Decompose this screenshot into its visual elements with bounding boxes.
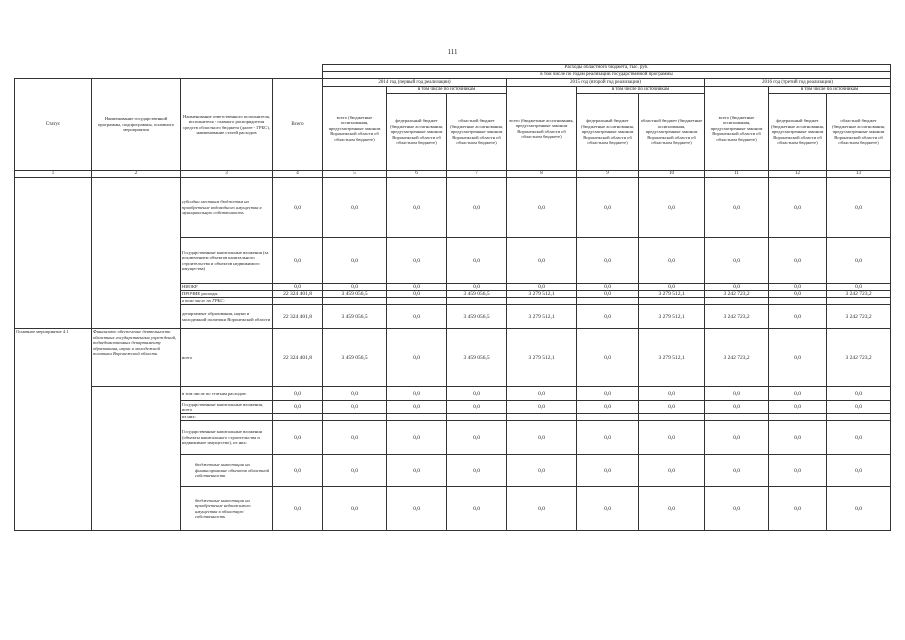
value-cell: 0,0 bbox=[323, 284, 387, 291]
value-cell: 0,0 bbox=[577, 487, 639, 531]
header-year-2015: 2015 год (второй год реализации) bbox=[507, 79, 705, 87]
value-cell: 3 279 512,1 bbox=[639, 291, 705, 298]
table-row bbox=[15, 178, 891, 238]
value-cell: 0,0 bbox=[447, 455, 507, 487]
value-cell: 3 279 512,1 bbox=[639, 329, 705, 387]
col-num: 10 bbox=[639, 171, 705, 178]
page-number: 111 bbox=[447, 48, 458, 56]
col-num: 13 bbox=[827, 171, 891, 178]
table-header bbox=[15, 65, 891, 178]
col-num: 7 bbox=[447, 171, 507, 178]
col-num: 3 bbox=[181, 171, 273, 178]
table-body-upper bbox=[15, 178, 891, 329]
value-cell bbox=[323, 414, 387, 421]
value-cell bbox=[639, 298, 705, 305]
header-total: Всего bbox=[273, 79, 323, 171]
value-cell: 0,0 bbox=[273, 487, 323, 531]
name-cell-empty bbox=[92, 178, 181, 329]
header-sources-2015: в том числе по источникам bbox=[577, 87, 705, 94]
value-cell: 0,0 bbox=[639, 421, 705, 455]
value-cell bbox=[273, 414, 323, 421]
header-year-2016: 2016 год (третий год реализации) bbox=[705, 79, 891, 87]
value-cell: 0,0 bbox=[447, 421, 507, 455]
value-cell: 0,0 bbox=[323, 238, 387, 284]
value-cell bbox=[639, 414, 705, 421]
value-cell: 0,0 bbox=[705, 487, 769, 531]
value-cell: 0,0 bbox=[577, 305, 639, 329]
value-cell bbox=[577, 414, 639, 421]
value-cell: 3 242 723,2 bbox=[827, 329, 891, 387]
value-cell: 0,0 bbox=[769, 401, 827, 414]
value-cell bbox=[447, 414, 507, 421]
value-cell: 0,0 bbox=[577, 421, 639, 455]
value-cell bbox=[827, 414, 891, 421]
col-num: 1 bbox=[15, 171, 92, 178]
table-body-main-event bbox=[15, 329, 891, 531]
value-cell: 0,0 bbox=[387, 387, 447, 401]
value-cell: 0,0 bbox=[447, 401, 507, 414]
main-event-name: Финансовое обеспечение деятельности областных государственных учреждений, подведомственных департаменту образования, науки и молодежной политики Воронежской области bbox=[92, 329, 181, 387]
value-cell: 3 459 056,5 bbox=[323, 305, 387, 329]
value-cell bbox=[387, 414, 447, 421]
header-sources-2014: в том числе по источникам bbox=[387, 87, 507, 94]
value-cell: 22 324 401,8 bbox=[273, 329, 323, 387]
value-cell bbox=[273, 298, 323, 305]
header-fed-2014: федеральный бюджет (бюджетные ассигнования, предусмотренные законом Воронежской области об областном бюджете) bbox=[387, 94, 447, 171]
value-cell: 3 242 723,2 bbox=[705, 329, 769, 387]
value-cell: 0,0 bbox=[387, 329, 447, 387]
value-cell: 0,0 bbox=[639, 387, 705, 401]
value-cell: 0,0 bbox=[827, 178, 891, 238]
col-num: 8 bbox=[507, 171, 577, 178]
value-cell: 3 242 723,2 bbox=[705, 305, 769, 329]
row-label: всего bbox=[181, 329, 273, 387]
row-label: бюджетные инвестиции на финансирование объектов областной собственности bbox=[181, 455, 273, 487]
value-cell: 0,0 bbox=[323, 487, 387, 531]
row-label: в том числе по ГРБС: bbox=[181, 298, 273, 305]
value-cell: 0,0 bbox=[447, 178, 507, 238]
header-reg-2016: областной бюджет (бюджетные ассигнования, предусмотренные законом Воронежской области об областном бюджете) bbox=[827, 94, 891, 171]
row-label: Государственные капитальные вложения (объекты капитального строительства и недвижимое имущество), из них: bbox=[181, 421, 273, 455]
value-cell: 0,0 bbox=[705, 238, 769, 284]
value-cell: 0,0 bbox=[827, 238, 891, 284]
value-cell: 0,0 bbox=[507, 487, 577, 531]
header-by-years: в том числе по годам реализации государственной программы bbox=[323, 72, 891, 79]
value-cell: 0,0 bbox=[387, 291, 447, 298]
value-cell: 3 279 512,1 bbox=[507, 291, 577, 298]
value-cell: 0,0 bbox=[577, 238, 639, 284]
value-cell: 0,0 bbox=[705, 178, 769, 238]
value-cell: 0,0 bbox=[639, 238, 705, 284]
value-cell: 0,0 bbox=[387, 284, 447, 291]
value-cell: 0,0 bbox=[323, 421, 387, 455]
value-cell: 0,0 bbox=[507, 238, 577, 284]
value-cell: 0,0 bbox=[273, 178, 323, 238]
value-cell: 0,0 bbox=[577, 401, 639, 414]
row-label: бюджетные инвестиции на приобретение недвижимого имущества в областную собственность bbox=[181, 487, 273, 531]
value-cell bbox=[323, 298, 387, 305]
value-cell: 0,0 bbox=[387, 305, 447, 329]
value-cell bbox=[507, 414, 577, 421]
header-executor: Наименование ответственного исполнителя, исполнителя - главного распорядителя средств областного бюджета (далее - ГРБС), наименование статей расходов bbox=[181, 79, 273, 171]
value-cell: 0,0 bbox=[769, 455, 827, 487]
header-year-2014: 2014 год (первый год реализации) bbox=[323, 79, 507, 87]
value-cell: 0,0 bbox=[447, 238, 507, 284]
value-cell: 0,0 bbox=[387, 238, 447, 284]
value-cell: 3 279 512,1 bbox=[639, 305, 705, 329]
value-cell: 0,0 bbox=[769, 178, 827, 238]
col-num: 6 bbox=[387, 171, 447, 178]
value-cell bbox=[705, 298, 769, 305]
value-cell: 0,0 bbox=[827, 455, 891, 487]
value-cell: 0,0 bbox=[507, 387, 577, 401]
header-all-2015: всего (бюджетные ассигнования, предусмотренные законом Воронежской области об областном бюджете) bbox=[507, 87, 577, 171]
value-cell: 0,0 bbox=[827, 487, 891, 531]
value-cell: 0,0 bbox=[323, 178, 387, 238]
value-cell: 0,0 bbox=[447, 284, 507, 291]
value-cell bbox=[387, 298, 447, 305]
value-cell: 0,0 bbox=[769, 305, 827, 329]
value-cell: 0,0 bbox=[577, 284, 639, 291]
value-cell: 0,0 bbox=[577, 387, 639, 401]
value-cell: 0,0 bbox=[705, 387, 769, 401]
value-cell: 0,0 bbox=[273, 284, 323, 291]
main-event-name-cont bbox=[92, 387, 181, 531]
col-num: 5 bbox=[323, 171, 387, 178]
value-cell: 0,0 bbox=[705, 455, 769, 487]
value-cell: 3 242 723,2 bbox=[705, 291, 769, 298]
value-cell: 0,0 bbox=[827, 421, 891, 455]
header-all-2014: всего (бюджетные ассигнования, предусмотренные законом Воронежской области об областном бюджете) bbox=[323, 87, 387, 171]
value-cell: 22 324 401,8 bbox=[273, 305, 323, 329]
value-cell: 0,0 bbox=[827, 387, 891, 401]
row-label: Государственные капитальные вложения (за исключением объектов капитального строительства и объектов недвижимого имущества) bbox=[181, 238, 273, 284]
value-cell: 0,0 bbox=[769, 238, 827, 284]
value-cell: 0,0 bbox=[447, 487, 507, 531]
value-cell: 0,0 bbox=[705, 401, 769, 414]
value-cell bbox=[577, 298, 639, 305]
value-cell: 0,0 bbox=[769, 284, 827, 291]
value-cell: 3 242 723,2 bbox=[827, 305, 891, 329]
value-cell bbox=[705, 414, 769, 421]
col-num: 9 bbox=[577, 171, 639, 178]
value-cell: 0,0 bbox=[387, 401, 447, 414]
value-cell: 0,0 bbox=[273, 455, 323, 487]
value-cell: 0,0 bbox=[323, 387, 387, 401]
table-row bbox=[15, 329, 891, 387]
column-numbers-row bbox=[15, 171, 891, 178]
value-cell: 0,0 bbox=[507, 178, 577, 238]
col-num: 11 bbox=[705, 171, 769, 178]
header-reg-2014: областной бюджет (бюджетные ассигнования, предусмотренные законом Воронежской области об областном бюджете) bbox=[447, 94, 507, 171]
row-label: из них: bbox=[181, 414, 273, 421]
value-cell: 3 459 056,5 bbox=[323, 291, 387, 298]
value-cell: 0,0 bbox=[273, 401, 323, 414]
value-cell bbox=[769, 414, 827, 421]
value-cell: 3 459 056,5 bbox=[323, 329, 387, 387]
value-cell: 0,0 bbox=[769, 487, 827, 531]
value-cell: 0,0 bbox=[639, 487, 705, 531]
header-reg-2015: областной бюджет (бюджетные ассигнования, предусмотренные законом Воронежской области об областном бюджете) bbox=[639, 94, 705, 171]
value-cell: 22 324 401,8 bbox=[273, 291, 323, 298]
value-cell: 0,0 bbox=[387, 178, 447, 238]
value-cell: 0,0 bbox=[577, 178, 639, 238]
value-cell: 3 279 512,1 bbox=[507, 305, 577, 329]
value-cell: 0,0 bbox=[273, 387, 323, 401]
value-cell: 0,0 bbox=[387, 487, 447, 531]
header-fed-2016: федеральный бюджет (бюджетные ассигнования, предусмотренные законом Воронежской области об областном бюджете) bbox=[769, 94, 827, 171]
value-cell: 0,0 bbox=[577, 455, 639, 487]
header-sources-2016: в том числе по источникам bbox=[769, 87, 891, 94]
header-expenses: Расходы областного бюджета, тыс. руб. bbox=[323, 65, 891, 72]
value-cell bbox=[447, 298, 507, 305]
value-cell: 0,0 bbox=[387, 455, 447, 487]
value-cell: 0,0 bbox=[769, 421, 827, 455]
row-label: НИОКР bbox=[181, 284, 273, 291]
col-num: 2 bbox=[92, 171, 181, 178]
value-cell: 0,0 bbox=[769, 329, 827, 387]
main-event-status: Основное мероприятие 4.1 bbox=[15, 329, 92, 531]
value-cell: 0,0 bbox=[827, 401, 891, 414]
value-cell: 0,0 bbox=[387, 421, 447, 455]
value-cell: 0,0 bbox=[639, 455, 705, 487]
row-label: ПРОЧИЕ расходы bbox=[181, 291, 273, 298]
status-cell-empty bbox=[15, 178, 92, 329]
value-cell: 3 279 512,1 bbox=[507, 329, 577, 387]
table-row bbox=[15, 387, 891, 401]
value-cell bbox=[507, 298, 577, 305]
value-cell: 0,0 bbox=[447, 387, 507, 401]
header-fed-2015: федеральный бюджет (бюджетные ассигнования, предусмотренные законом Воронежской области об областном бюджете) bbox=[577, 94, 639, 171]
value-cell: 0,0 bbox=[273, 238, 323, 284]
value-cell: 3 459 056,5 bbox=[447, 291, 507, 298]
row-label: субсидии местным бюджетам на приобретение водоводного имущества в муниципальную собственность bbox=[181, 178, 273, 238]
value-cell: 0,0 bbox=[507, 401, 577, 414]
value-cell: 3 459 056,5 bbox=[447, 305, 507, 329]
row-label: в том числе по статьям расходов: bbox=[181, 387, 273, 401]
value-cell bbox=[769, 298, 827, 305]
header-all-2016: всего (бюджетные ассигнования, предусмотренные законом Воронежской области об областном бюджете) bbox=[705, 87, 769, 171]
value-cell: 0,0 bbox=[827, 284, 891, 291]
col-num: 4 bbox=[273, 171, 323, 178]
value-cell: 0,0 bbox=[507, 455, 577, 487]
col-num: 12 bbox=[769, 171, 827, 178]
value-cell: 0,0 bbox=[705, 421, 769, 455]
value-cell: 0,0 bbox=[639, 178, 705, 238]
row-label: департамент образования, науки и молодежной политики Воронежской области bbox=[181, 305, 273, 329]
value-cell bbox=[827, 298, 891, 305]
value-cell: 0,0 bbox=[577, 329, 639, 387]
value-cell: 3 459 056,5 bbox=[447, 329, 507, 387]
value-cell: 0,0 bbox=[769, 387, 827, 401]
header-name: Наименование государственной программы, подпрограммы, основного мероприятия bbox=[92, 79, 181, 171]
header-status: Статус bbox=[15, 79, 92, 171]
value-cell: 0,0 bbox=[323, 455, 387, 487]
value-cell: 0,0 bbox=[705, 284, 769, 291]
value-cell: 0,0 bbox=[769, 291, 827, 298]
value-cell: 0,0 bbox=[639, 401, 705, 414]
value-cell: 0,0 bbox=[507, 421, 577, 455]
value-cell: 0,0 bbox=[639, 284, 705, 291]
value-cell: 0,0 bbox=[273, 421, 323, 455]
value-cell: 3 242 723,2 bbox=[827, 291, 891, 298]
budget-table bbox=[14, 64, 891, 531]
value-cell: 0,0 bbox=[323, 401, 387, 414]
row-label: Государственные капитальные вложения, всего bbox=[181, 401, 273, 414]
value-cell: 0,0 bbox=[577, 291, 639, 298]
value-cell: 0,0 bbox=[507, 284, 577, 291]
